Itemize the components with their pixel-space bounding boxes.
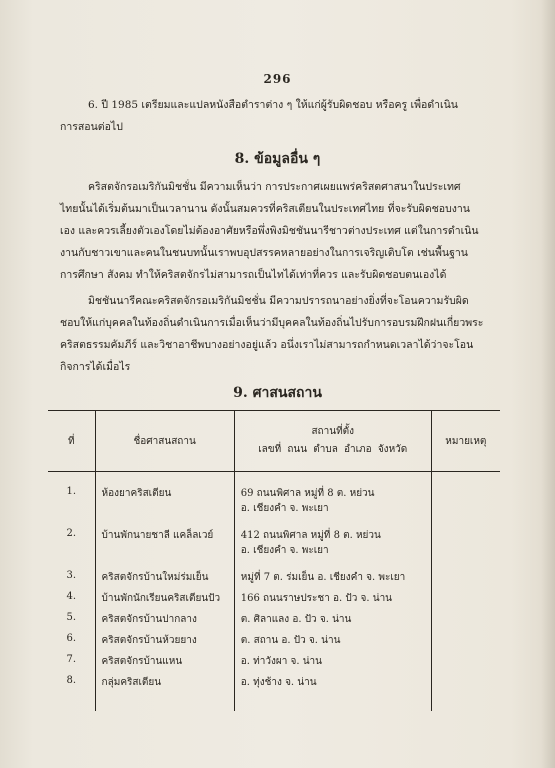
paragraph-line: กิจการได้เมื่อไร	[60, 361, 131, 373]
row-note	[431, 612, 500, 633]
row-number: 3.	[66, 570, 77, 581]
table-row	[48, 486, 500, 528]
paragraph-line: เอง และควรเลี้ยงตัวเองโดยไม่ต้องอาศัยหรือพึ่งพิงมิชชันนารีชาวต่างประเทศ แต่ในการดำเนิน	[60, 225, 479, 237]
intro-paragraph	[60, 94, 500, 138]
row-address: อ. ทุ่งช้าง จ. น่าน	[234, 675, 431, 711]
table-row	[48, 633, 500, 654]
paragraph-line: คริสตธรรมคัมภีร์ และวิชาอาชีพบางอย่างอยู่แล้ว อนึ่งเราไม่สามารถกำหนดเวลาได้ว่าจะโอน	[60, 339, 474, 351]
row-address: อ. ท่าวังผา จ. น่าน	[234, 654, 431, 675]
header-address-top: สถานที่ตั้ง	[311, 426, 355, 437]
row-number: 7.	[66, 654, 77, 665]
section-9-title: 9. ศาสนสถาน	[233, 385, 322, 401]
row-name: บ้านพักนายชาลี แคล็ลเวย์	[95, 528, 234, 570]
table-row	[48, 570, 500, 591]
row-name: คริสตจักรบ้านใหม่ร่มเย็น	[95, 570, 234, 591]
places-table	[48, 410, 500, 711]
paragraph-line: การศึกษา สังคม ทำให้คริสตจักรไม่สามารถเป็นไทได้เท่าที่ควร และรับผิดชอบตนเองได้	[60, 269, 447, 281]
row-address: หมู่ที่ 7 ต. ร่มเย็น อ. เชียงคำ จ. พะเยา	[234, 570, 431, 591]
table-row	[48, 528, 500, 570]
header-address	[234, 411, 431, 472]
page-number: 296	[263, 72, 292, 86]
row-note	[431, 528, 500, 570]
address-line: อ. เชียงคำ จ. พะเยา	[240, 545, 329, 556]
table-row	[48, 612, 500, 633]
row-number: 2.	[66, 528, 77, 539]
section-8-paragraph-2	[60, 290, 500, 378]
row-address	[234, 486, 431, 528]
row-note	[431, 675, 500, 711]
table-spacer-row	[48, 472, 500, 487]
paragraph-line: ไทยนั้นได้เริ่มต้นมาเป็นเวลานาน ดังนั้นสมควรที่คริสเตียนในประเทศไทย ที่จะรับผิดชอบงาน	[60, 203, 470, 215]
section-8-paragraph-1	[60, 176, 500, 286]
header-no: ที่	[48, 411, 95, 472]
paragraph-line: 6. ปี 1985 เตรียมและแปลหนังสือตำราต่าง ๆ ให้แก่ผู้รับผิดชอบ หรือครู เพื่อดำเนิน	[88, 99, 458, 111]
header-note: หมายเหตุ	[431, 411, 500, 472]
paragraph-line: มิชชันนารีคณะคริสตจักรอเมริกันมิชชั่น มีความปรารถนาอย่างยิ่งที่จะโอนความรับผิด	[88, 295, 469, 307]
row-note	[431, 486, 500, 528]
address-line: 69 ถนนพิศาล หมู่ที่ 8 ต. หย่วน	[240, 488, 375, 499]
row-address: 166 ถนนราษประชา อ. ปัว จ. น่าน	[234, 591, 431, 612]
row-address: ต. สถาน อ. ปัว จ. น่าน	[234, 633, 431, 654]
paragraph-line: คริสตจักรอเมริกันมิชชั่น มีความเห็นว่า การประกาศเผยแพร่คริสตศาสนาในประเทศ	[88, 181, 461, 193]
row-address	[234, 528, 431, 570]
row-name: คริสตจักรบ้านแหน	[95, 654, 234, 675]
row-note	[431, 591, 500, 612]
table-header-row	[48, 411, 500, 472]
row-name: คริสตจักรบ้านห้วยยาง	[95, 633, 234, 654]
header-address-sub: เลขที่ ถนน ตำบล อำเภอ จังหวัด	[258, 444, 408, 455]
row-name: คริสตจักรบ้านปากลาง	[95, 612, 234, 633]
section-8-title: 8. ข้อมูลอื่น ๆ	[234, 151, 321, 167]
paragraph-line: ชอบให้แก่บุคคลในท้องถิ่นดำเนินการเมื่อเห็นว่ามีบุคคลในท้องถิ่นไปรับการอบรมฝึกฝนเกี่ยวพระ	[60, 317, 484, 329]
row-number: 1.	[66, 486, 77, 497]
row-note	[431, 633, 500, 654]
paragraph-line: การสอนต่อไป	[60, 121, 123, 133]
table-row	[48, 591, 500, 612]
address-line: 412 ถนนพิศาล หมู่ที่ 8 ต. หย่วน	[240, 530, 381, 541]
table-row	[48, 654, 500, 675]
row-address: ต. ศิลาแลง อ. ปัว จ. น่าน	[234, 612, 431, 633]
row-note	[431, 570, 500, 591]
row-number: 8.	[66, 675, 77, 686]
row-name: กลุ่มคริสเตียน	[95, 675, 234, 711]
row-note	[431, 654, 500, 675]
paragraph-line: งานกับชาวเขาและคนในชนบทนั้นเราพบอุปสรรคหลายอย่างในการเจริญเติบโต เช่นพื้นฐาน	[60, 247, 468, 259]
table-row	[48, 675, 500, 711]
row-name: บ้านพักนักเรียนคริสเตียนปัว	[95, 591, 234, 612]
header-name: ชื่อศาสนสถาน	[95, 411, 234, 472]
row-number: 5.	[66, 612, 77, 623]
row-number: 6.	[66, 633, 77, 644]
row-name: ห้องยาคริสเตียน	[95, 486, 234, 528]
row-number: 4.	[66, 591, 77, 602]
address-line: อ. เชียงคำ จ. พะเยา	[240, 503, 329, 514]
